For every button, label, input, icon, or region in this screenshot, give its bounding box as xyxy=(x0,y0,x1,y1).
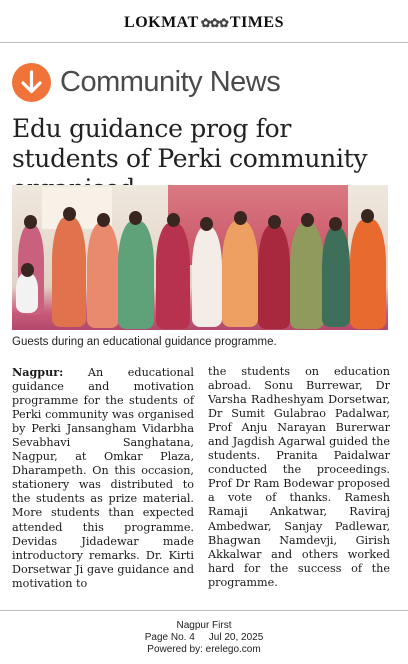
masthead-left: LOKMAT xyxy=(124,14,199,31)
footer-divider xyxy=(0,610,408,611)
photo-person xyxy=(322,227,350,327)
powered-by: Powered by: erelego.com xyxy=(147,644,261,655)
photo-person xyxy=(156,223,190,329)
photo-caption: Guests during an educational guidance programme. xyxy=(12,336,277,348)
down-arrow-icon xyxy=(12,63,51,102)
photo-person xyxy=(192,227,222,327)
masthead-divider xyxy=(0,42,408,43)
photo-child xyxy=(16,273,38,313)
article-column-2 xyxy=(208,365,390,591)
section-title: Community News xyxy=(60,66,281,98)
photo-person-head xyxy=(97,213,110,227)
photo-person-head xyxy=(268,215,281,229)
photo-person xyxy=(222,221,258,327)
masthead-logo xyxy=(0,14,408,38)
photo-person xyxy=(258,225,290,329)
page-footer xyxy=(0,620,408,656)
section-header xyxy=(12,62,402,102)
article-body xyxy=(12,365,390,591)
photo-person-head xyxy=(24,215,37,229)
edition-name: Nagpur First xyxy=(176,620,232,631)
photo-person xyxy=(290,223,324,329)
page-info xyxy=(0,632,408,644)
photo-person-head xyxy=(129,211,142,225)
photo-person-head xyxy=(301,213,314,227)
photo-person-head xyxy=(63,207,76,221)
masthead-right: TIMES xyxy=(229,14,284,31)
photo-person xyxy=(87,223,119,328)
article-headline: Edu guidance prog for students of Perki community xyxy=(12,114,368,173)
photo-person xyxy=(118,221,154,329)
article-photo xyxy=(12,185,388,330)
photo-person-head xyxy=(361,209,374,223)
article-text-2: the students on education abroad. Sonu Burrewar, Dr Varsha Radheshyam Dorsetwar, Dr Sumit Gulabrao Padalwar, Prof Anju Narayan Burerwar and Jagdish Agarwal guided the students. Pranita Paidalwar conducted the proceedings. Prof Dr Ram Bodewar proposed a vote of thanks. Ramesh Ramaji Ankatwar, Raviraj Ambedwar, Sanjay Padlewar, Bhagwan Namdevji, Girish Akkalwar and others worked hard for the success of the programme. xyxy=(208,365,390,589)
photo-person-head xyxy=(200,217,213,231)
article-text-1: An educational guidance and motivation programme for the students of Perki community was organised by Perki Jansangham Vidarbha Sevabhavi Sanghatana, Nagpur, at Omkar Plaza, Dharampeth. On this occasion, stationery was distributed to the students as prize material. More students than expected attended this programme. Devidas Jidadewar made introductory remarks. Dr. Kirti Dorsetwar Ji gave guidance and motivation to xyxy=(12,366,194,590)
photo-person-head xyxy=(234,211,247,225)
photo-child-head xyxy=(21,263,34,277)
masthead-emblem-icon: ✿✿✿ xyxy=(200,16,228,30)
article-column-1 xyxy=(12,365,194,591)
photo-person-head xyxy=(329,217,342,231)
photo-person xyxy=(350,219,386,329)
dateline: Nagpur: xyxy=(12,365,64,379)
photo-person xyxy=(52,217,86,327)
page-number: Page No. 4 xyxy=(144,632,195,643)
photo-person-head xyxy=(167,213,180,227)
publish-date: Jul 20, 2025 xyxy=(208,632,264,643)
